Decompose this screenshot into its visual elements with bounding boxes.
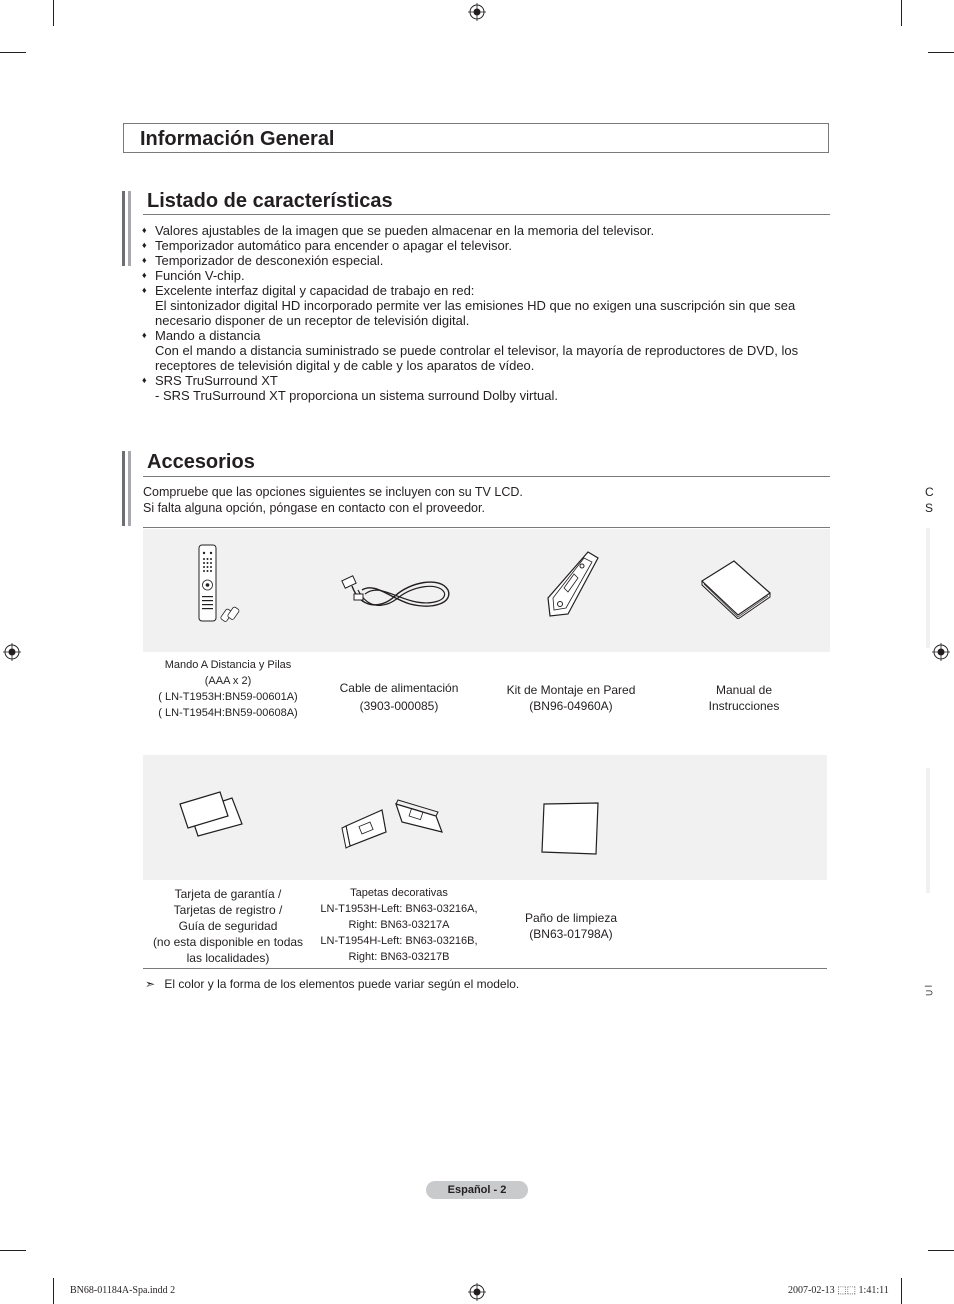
registration-mark-icon [468, 1283, 486, 1301]
accessories-intro [143, 484, 523, 516]
accessory-caption-wall-mount: Kit de Montaje en Pared (BN96-04960A) [506, 683, 636, 713]
registration-mark-icon [468, 3, 486, 21]
crop-mark [928, 1250, 954, 1251]
list-item: ♦ Temporizador automático para encender o apagar el televisor. [142, 238, 512, 253]
cleaning-cloth-icon [538, 800, 604, 858]
manual-icon [698, 557, 776, 619]
feature-text: Temporizador automático para encender o apagar el televisor. [155, 238, 512, 253]
features-title: Listado de características [147, 190, 393, 212]
features-list [142, 223, 822, 403]
feature-text: Valores ajustables de la imagen que se pueden almacenar en la memoria del televisor. [155, 223, 655, 238]
feature-text: SRS TruSurround XT [155, 373, 278, 388]
accessories-title: Accesorios [147, 451, 255, 473]
feature-text: Función V-chip. [155, 268, 245, 283]
page-number-label: Español - 2 [426, 1181, 528, 1199]
list-item: ♦ SRS TruSurround XT - SRS TruSurround XT proporciona un sistema surround Dolby virtual. [142, 373, 558, 403]
section-bar [122, 191, 125, 266]
intro-line: Compruebe que las opciones siguientes se incluyen con su TV LCD. [143, 485, 523, 499]
section-rule [143, 527, 830, 528]
registration-mark-icon [932, 643, 950, 661]
feature-detail: Con el mando a distancia suministrado se puede controlar el televisor, la mayoría de reproductores de DVD, los receptores de televisión digital y de cable y los aparatos de vídeo. [155, 343, 799, 373]
crop-mark [53, 1278, 54, 1304]
section-rule [143, 214, 830, 215]
list-item: ♦ Valores ajustables de la imagen que se pueden almacenar en la memoria del televisor. [142, 223, 655, 238]
accessory-caption-cloth: Paño de limpieza (BN63-01798A) [524, 911, 618, 941]
edge-letter: ⊃ [925, 988, 934, 999]
crop-mark [53, 0, 54, 26]
section-bar [122, 451, 125, 526]
note [145, 977, 519, 991]
accessory-caption-covers: Tapetas decorativas LN-T1953H-Left: BN63-03216A, Right: BN63-03217A LN-T1954H-Left: BN63-03216B, Right: BN63-03217B [320, 887, 478, 963]
page-title: Información General [123, 123, 829, 153]
intro-line: Si falta alguna opción, póngase en contacto con el proveedor. [143, 501, 485, 515]
edge-panel [926, 768, 930, 893]
crop-mark [928, 52, 954, 53]
section-bar [128, 191, 131, 266]
list-item: ♦ Función V-chip. [142, 268, 245, 283]
note-text: El color y la forma de los elementos puede variar según el modelo. [164, 977, 520, 991]
accessory-caption-manual: Manual de Instrucciones [708, 683, 780, 713]
section-rule [143, 476, 830, 477]
wall-mount-icon [540, 548, 605, 620]
crop-mark [0, 1250, 26, 1251]
registration-mark-icon [3, 643, 21, 661]
edge-panel [926, 528, 930, 648]
note-arrow-icon: ➣ [145, 977, 156, 991]
accessory-caption-remote: Mando A Distancia y Pilas (AAA x 2) ( LN-T1953H:BN59-00601A) ( LN-T1954H:BN59-00608A) [158, 659, 298, 719]
crop-mark [901, 0, 902, 26]
print-footer-date: 2007-02-13 ⬚⬚ 1:41:11 [788, 1285, 889, 1296]
crop-mark [901, 1278, 902, 1304]
power-cable-icon [340, 568, 455, 616]
list-item: ♦ Temporizador de desconexión especial. [142, 253, 384, 268]
edge-letter: _ [925, 973, 932, 987]
decorative-covers-icon [338, 796, 446, 850]
feature-text: Excelente interfaz digital y capacidad de trabajo en red: [155, 283, 475, 298]
list-item: ♦ Mando a distancia Con el mando a distancia suministrado se puede controlar el televisor, la mayoría de reproductores de DVD, los receptores de televisión digital y de cable y los aparatos de vídeo. [142, 328, 799, 373]
section-rule [143, 968, 827, 969]
feature-text: Temporizador de desconexión especial. [155, 253, 384, 268]
section-bar [128, 451, 131, 526]
edge-letter: C [925, 485, 934, 499]
list-item: ♦ Excelente interfaz digital y capacidad de trabajo en red: El sintonizador digital HD incorporado permite ver las emisiones HD que no exigen una suscripción sin que sea necesario disponer de un receptor de televisión digital. [142, 283, 796, 328]
edge-letter: S [925, 501, 934, 515]
accessory-caption-cable: Cable de alimentación (3903-000085) [339, 681, 459, 713]
crop-mark [0, 52, 26, 53]
warranty-card-icon [176, 790, 246, 840]
remote-control-icon [193, 543, 243, 625]
print-footer-file: BN68-01184A-Spa.indd 2 [70, 1285, 176, 1296]
feature-detail: - SRS TruSurround XT proporciona un sistema surround Dolby virtual. [155, 388, 558, 403]
feature-detail: El sintonizador digital HD incorporado permite ver las emisiones HD que no exigen una suscripción sin que sea necesario disponer de un receptor de televisión digital. [155, 298, 796, 328]
accessory-caption-warranty: Tarjeta de garantía / Tarjetas de registro / Guía de seguridad (no esta disponible en todas las localidades) [152, 887, 304, 965]
feature-text: Mando a distancia [155, 328, 261, 343]
